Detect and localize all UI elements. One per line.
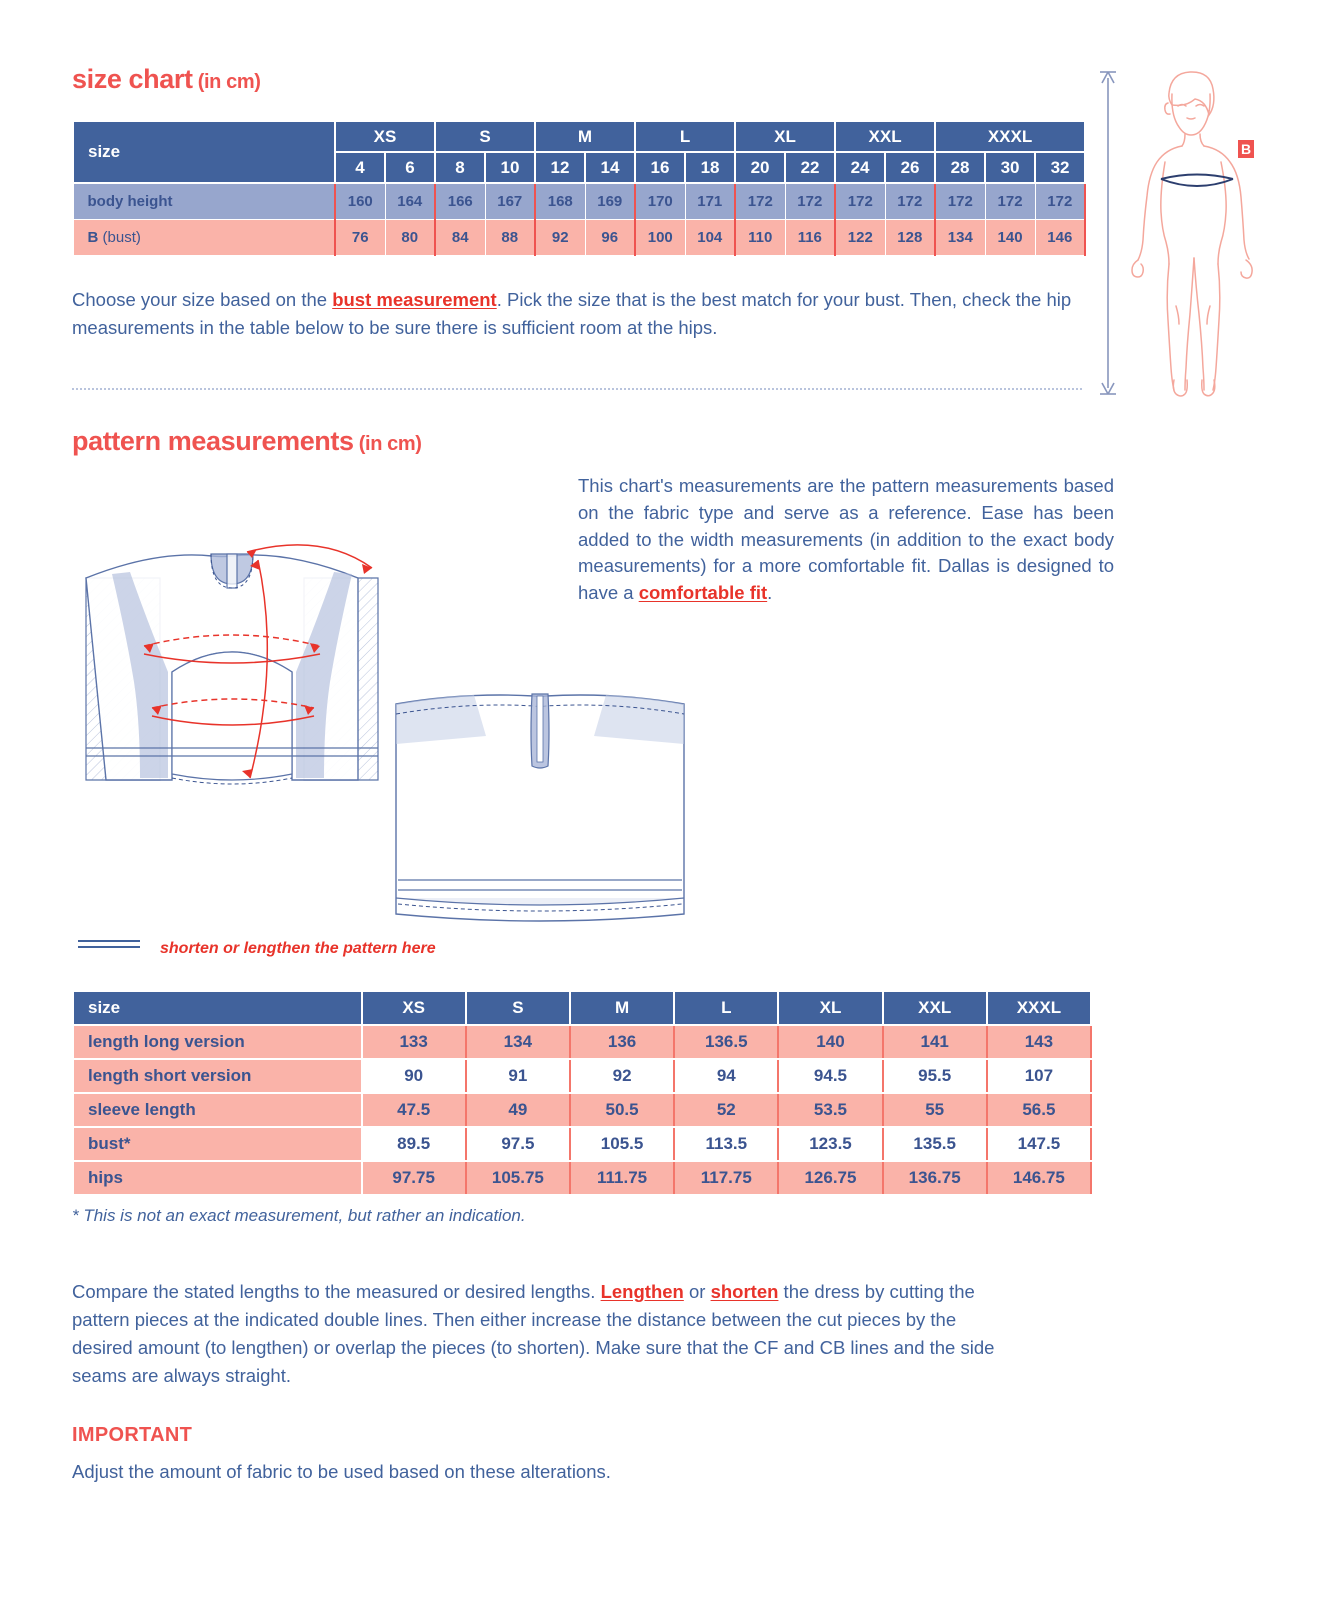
pm-label-length-long: length long version xyxy=(73,1025,362,1059)
bust-20: 110 xyxy=(735,219,785,255)
bust-measure-line xyxy=(1161,175,1233,187)
table-row-length-long xyxy=(73,1025,1091,1059)
bust-10: 88 xyxy=(485,219,535,255)
shorten-link[interactable]: shorten xyxy=(710,1281,779,1302)
body-height-24: 172 xyxy=(835,183,885,219)
pattern-measurements-heading-main: pattern measurements xyxy=(72,426,354,456)
numeric-size-16: 16 xyxy=(635,152,685,183)
size-col-m: M xyxy=(535,121,635,152)
pm-col-l: L xyxy=(674,991,778,1025)
placket-center xyxy=(537,696,543,762)
numeric-size-30: 30 xyxy=(985,152,1035,183)
size-col-xxxl: XXXL xyxy=(935,121,1085,152)
numeric-size-12: 12 xyxy=(535,152,585,183)
table-footnote: * This is not an exact measurement, but rather an indication. xyxy=(72,1206,526,1225)
pattern-measurements-table xyxy=(72,990,1092,1196)
size-col-xxl: XXL xyxy=(835,121,935,152)
technical-drawing-measurements xyxy=(72,512,392,792)
bust-6: 80 xyxy=(385,219,435,255)
length-long-xs: 133 xyxy=(362,1025,466,1059)
hips-xs: 97.75 xyxy=(362,1161,466,1195)
length-long-l: 136.5 xyxy=(674,1025,778,1059)
pattern-measurements-heading xyxy=(72,426,422,457)
row-label-body-height: body height xyxy=(73,183,335,219)
intro-part1: This chart's measurements are the pattern measurements based on the fabric type and serve as a reference. Ease has been added to the width measurements (in addition to the exact body measurements) for a more comfortable fit. Dallas is designed to have a xyxy=(578,475,1114,604)
important-text: Adjust the amount of fabric to be used based on these alterations. xyxy=(72,1461,611,1482)
pm-col-xs: XS xyxy=(362,991,466,1025)
pm-bust-xxl: 135.5 xyxy=(883,1127,987,1161)
pm-col-m: M xyxy=(570,991,674,1025)
pm-header-row xyxy=(73,991,1091,1025)
numeric-size-32: 32 xyxy=(1035,152,1085,183)
numeric-size-18: 18 xyxy=(685,152,735,183)
length-short-m: 92 xyxy=(570,1059,674,1093)
hips-xxxl: 146.75 xyxy=(987,1161,1091,1195)
bust-18: 104 xyxy=(685,219,735,255)
instructions-part2: the dress by cutting the pattern pieces at the indicated double lines. Then either increase the distance between the cut pieces by the desired amount (to lengthen) or overlap the pieces (to shorten). Make sure that the CF and CB lines and the side seams are always straight. xyxy=(72,1281,995,1387)
body-height-20: 172 xyxy=(735,183,785,219)
sleeve-length-m: 50.5 xyxy=(570,1093,674,1127)
sleeve-length-xl: 53.5 xyxy=(778,1093,882,1127)
body-height-32: 172 xyxy=(1035,183,1085,219)
bust-32: 146 xyxy=(1035,219,1085,255)
length-long-m: 136 xyxy=(570,1025,674,1059)
comfortable-fit-link[interactable]: comfortable fit xyxy=(638,582,768,604)
length-long-xxl: 141 xyxy=(883,1025,987,1059)
length-long-xxxl: 143 xyxy=(987,1025,1091,1059)
size-chart-table xyxy=(72,120,1086,256)
pm-label-hips: hips xyxy=(73,1161,362,1195)
body-height-16: 170 xyxy=(635,183,685,219)
numeric-size-22: 22 xyxy=(785,152,835,183)
numeric-size-6: 6 xyxy=(385,152,435,183)
hips-s: 105.75 xyxy=(466,1161,570,1195)
bust-12: 92 xyxy=(535,219,585,255)
figure-svg xyxy=(1090,58,1332,398)
pm-col-xxl: XXL xyxy=(883,991,987,1025)
size-chart-paragraph xyxy=(72,286,1087,342)
numeric-size-4: 4 xyxy=(335,152,385,183)
garment-flat-svg xyxy=(390,688,690,928)
height-arrow-icon xyxy=(1100,72,1116,394)
length-short-xl: 94.5 xyxy=(778,1059,882,1093)
sleeve-length-s: 49 xyxy=(466,1093,570,1127)
pm-bust-l: 113.5 xyxy=(674,1127,778,1161)
length-long-s: 134 xyxy=(466,1025,570,1059)
bust-28: 134 xyxy=(935,219,985,255)
pm-label-sleeve-length: sleeve length xyxy=(73,1093,362,1127)
length-short-xs: 90 xyxy=(362,1059,466,1093)
sleeve-length-xxxl: 56.5 xyxy=(987,1093,1091,1127)
bust-8: 84 xyxy=(435,219,485,255)
numeric-size-8: 8 xyxy=(435,152,485,183)
pm-bust-s: 97.5 xyxy=(466,1127,570,1161)
pm-col-s: S xyxy=(466,991,570,1025)
body-height-26: 172 xyxy=(885,183,935,219)
length-short-xxl: 95.5 xyxy=(883,1059,987,1093)
size-chart-paragraph-part1: Choose your size based on the xyxy=(72,289,333,310)
female-body-outline xyxy=(1132,72,1252,396)
size-col-xs: XS xyxy=(335,121,435,152)
pm-col-xxxl: XXXL xyxy=(987,991,1091,1025)
body-height-8: 166 xyxy=(435,183,485,219)
row-label-bust xyxy=(73,219,335,255)
size-col-l: L xyxy=(635,121,735,152)
table-row-bust xyxy=(73,219,1085,255)
hips-m: 111.75 xyxy=(570,1161,674,1195)
sleeve-length-l: 52 xyxy=(674,1093,778,1127)
bust-26: 128 xyxy=(885,219,935,255)
size-chart-header-row-letters xyxy=(73,121,1085,152)
instructions-paragraph xyxy=(72,1278,1012,1390)
body-height-18: 171 xyxy=(685,183,735,219)
size-col-xl: XL xyxy=(735,121,835,152)
important-heading: IMPORTANT xyxy=(72,1424,193,1446)
numeric-size-20: 20 xyxy=(735,152,785,183)
numeric-size-10: 10 xyxy=(485,152,535,183)
hips-xxl: 136.75 xyxy=(883,1161,987,1195)
instructions-part1: Compare the stated lengths to the measured or desired lengths. xyxy=(72,1281,601,1302)
bust-16: 100 xyxy=(635,219,685,255)
double-line-icon xyxy=(78,940,140,950)
garment-flat-with-arrows-svg xyxy=(72,512,392,792)
intro-part2: . xyxy=(767,582,773,604)
table-row-bust-pattern xyxy=(73,1127,1091,1161)
sleeve-length-xxl: 55 xyxy=(883,1093,987,1127)
hips-l: 117.75 xyxy=(674,1161,778,1195)
instructions-mid: or xyxy=(683,1281,711,1302)
body-height-14: 169 xyxy=(585,183,635,219)
bust-24: 122 xyxy=(835,219,885,255)
numeric-size-14: 14 xyxy=(585,152,635,183)
row-label-bust-letter: B xyxy=(87,228,99,246)
pm-bust-m: 105.5 xyxy=(570,1127,674,1161)
garment-center-panel xyxy=(172,652,292,780)
length-short-s: 91 xyxy=(466,1059,570,1093)
length-long-xl: 140 xyxy=(778,1025,882,1059)
table-row-body-height xyxy=(73,183,1085,219)
lengthen-link[interactable]: Lengthen xyxy=(600,1281,684,1302)
bust-14: 96 xyxy=(585,219,635,255)
body-height-6: 164 xyxy=(385,183,435,219)
body-height-4: 160 xyxy=(335,183,385,219)
bust-measurement-link[interactable]: bust measurement xyxy=(332,289,497,310)
table-row-length-short xyxy=(73,1059,1091,1093)
pm-corner-label: size xyxy=(73,991,362,1025)
legend-caption: shorten or lengthen the pattern here xyxy=(160,940,436,957)
length-short-l: 94 xyxy=(674,1059,778,1093)
size-chart-paragraph-part2: . Pick the size that is the best match for your bust. Then, check the hip measurements in the table below to be sure there is sufficient room at the hips. xyxy=(72,289,1072,339)
numeric-size-28: 28 xyxy=(935,152,985,183)
pm-bust-xl: 123.5 xyxy=(778,1127,882,1161)
bust-22: 116 xyxy=(785,219,835,255)
technical-drawing-garment-flat xyxy=(390,688,690,928)
pm-bust-xs: 89.5 xyxy=(362,1127,466,1161)
pattern-measurements-intro xyxy=(578,473,1114,607)
sleeve-length-xs: 47.5 xyxy=(362,1093,466,1127)
table-row-hips xyxy=(73,1161,1091,1195)
hips-xl: 126.75 xyxy=(778,1161,882,1195)
size-col-s: S xyxy=(435,121,535,152)
pm-label-length-short: length short version xyxy=(73,1059,362,1093)
size-chart-heading-main: size chart xyxy=(72,64,193,94)
bust-30: 140 xyxy=(985,219,1035,255)
size-chart-heading xyxy=(72,64,261,95)
numeric-size-24: 24 xyxy=(835,152,885,183)
numeric-size-26: 26 xyxy=(885,152,935,183)
section-divider xyxy=(72,388,1082,390)
body-height-12: 168 xyxy=(535,183,585,219)
body-measurement-figure xyxy=(1090,58,1332,398)
size-chart-heading-unit: (in cm) xyxy=(197,71,261,93)
table-row-sleeve-length xyxy=(73,1093,1091,1127)
body-height-22: 172 xyxy=(785,183,835,219)
length-short-xxxl: 107 xyxy=(987,1059,1091,1093)
pm-col-xl: XL xyxy=(778,991,882,1025)
body-height-28: 172 xyxy=(935,183,985,219)
size-chart-corner-label: size xyxy=(73,121,335,183)
row-label-bust-text: (bust) xyxy=(98,228,141,246)
body-height-10: 167 xyxy=(485,183,535,219)
pattern-measurements-heading-unit: (in cm) xyxy=(358,433,422,455)
bust-label-text: B xyxy=(1240,141,1252,157)
body-height-30: 172 xyxy=(985,183,1035,219)
pm-bust-xxxl: 147.5 xyxy=(987,1127,1091,1161)
bust-4: 76 xyxy=(335,219,385,255)
pm-label-bust: bust* xyxy=(73,1127,362,1161)
